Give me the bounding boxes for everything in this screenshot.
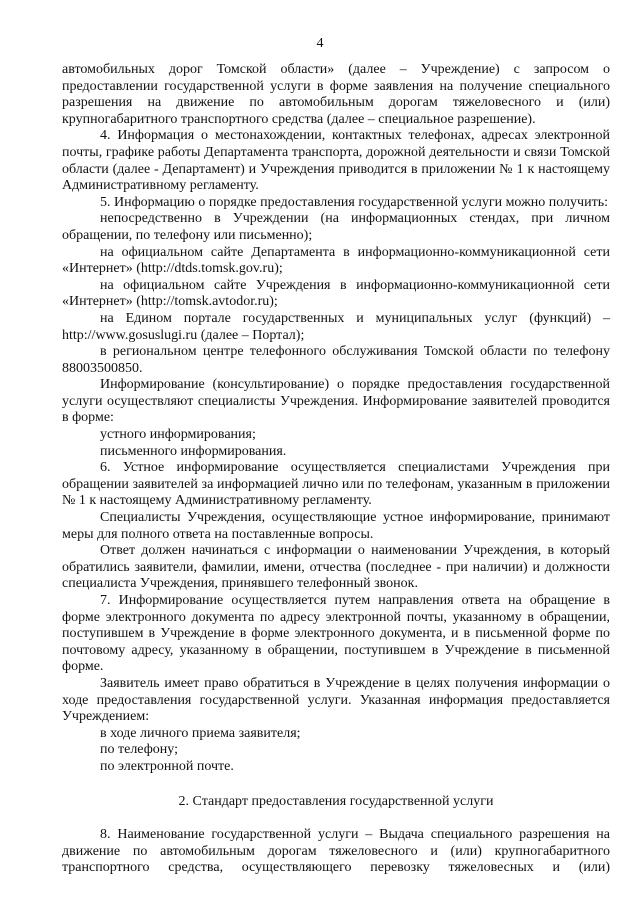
paragraph-item-6: 6. Устное информирование осуществляется специалистами Учреждения при обращении заявителей за информацией лично или по телефонам, указанным в приложении № 1 к настоящему Административному регламенту. <box>62 460 610 509</box>
list-item-portal: на Едином портале государственных и муниципальных услуг (функций) – http://www.gosuslugi.ru (далее – Портал); <box>62 310 610 343</box>
paragraph-item-5: 5. Информацию о порядке предоставления государственной услуги можно получить: <box>100 194 608 210</box>
list-item-in-institution: непосредственно в Учреждении (на информационных стендах, при личном обращении, по телефону или письменно); <box>62 211 610 243</box>
paragraph-informing: Информирование (консультирование) о порядке предоставления государственной услуги осуществляют специалисты Учреждения. Информирование заявителей проводится в форме: <box>62 377 610 426</box>
list-item-department-site: на официальном сайте Департамента в информационно-коммуникационной сети «Интернет» (http://dtds.tomsk.gov.ru); <box>62 244 610 277</box>
list-item-phone-center: в региональном центре телефонного обслуживания Томской области по телефону 88003500850. <box>62 344 610 376</box>
list-item-by-phone: по телефону; <box>100 742 178 758</box>
paragraph-item-7: 7. Информирование осуществляется путем направления ответа на обращение в форме электронного документа по адресу электронной почты, указанному в обращении, поступившем в Учреждение в форме электронного документа, и в письменной форме по почтовому адресу, указанному в обращении, поступившем в Учреждение в письменной форме. <box>62 593 610 675</box>
list-item-by-email: по электронной почте. <box>100 758 234 774</box>
list-item-written: письменного информирования. <box>100 443 287 459</box>
paragraph-specialists: Специалисты Учреждения, осуществляющие устное информирование, принимают меры для полного ответа на поставленные вопросы. <box>62 510 610 542</box>
paragraph-continuation: автомобильных дорог Томской области» (далее – Учреждение) с запросом о предоставлении государственной услуги в форме заявления на получение специального разрешения на движение по автомобильным дорогам тяжеловесного и (или) крупногабаритного транспортного средства (далее – специальное разрешение). <box>62 62 610 127</box>
list-item-oral: устного информирования; <box>100 427 256 443</box>
page-number: 4 <box>316 36 324 51</box>
paragraph-item-4: 4. Информация о местонахождении, контактных телефонах, адресах электронной почты, графике работы Департамента транспорта, дорожной деятельности и связи Томской области (далее - Департамент) и Учреждения приводится в приложении № 1 к настоящему Административному регламенту. <box>62 128 610 194</box>
paragraph-answer: Ответ должен начинаться с информации о наименовании Учреждения, в который обратились заявители, фамилии, имени, отчества (последнее - при наличии) и должности специалиста Учреждения, принявшего телефонный звонок. <box>62 543 610 592</box>
paragraph-applicant-right: Заявитель имеет право обратиться в Учреждение в целях получения информации о ходе предоставления государственной услуги. Указанная информация предоставляется Учреждением: <box>62 675 610 725</box>
section-heading: 2. Стандарт предоставления государственной услуги <box>178 793 494 809</box>
list-item-personal: в ходе личного приема заявителя; <box>100 725 301 741</box>
document-body <box>62 62 610 877</box>
list-item-institution-site: на официальном сайте Учреждения в информационно-коммуникационной сети «Интернет» (http://tomsk.avtodor.ru); <box>62 277 610 310</box>
paragraph-item-8: 8. Наименование государственной услуги – Выдача специального разрешения на движение по автомобильным дорогам тяжеловесного и (или) крупногабаритного транспортного средства, осуществляющего перевозку тяжеловесных и (или) <box>62 827 610 876</box>
